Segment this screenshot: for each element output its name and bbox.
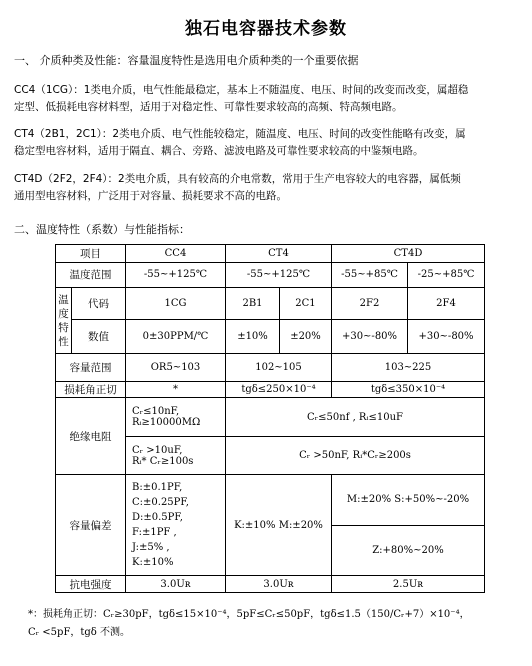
paragraph-cc4 [14, 82, 520, 116]
table-header-row [56, 245, 485, 263]
temp-range-2f4: -25~+85℃ [408, 262, 485, 287]
value-2c1: ±20% [280, 319, 332, 354]
paragraph-ct4-line2: 稳定型电容材料，适用于隔直、耦合、旁路、滤波电路及可靠性要求较高的中鉴频电路。 [14, 145, 424, 157]
header-cc4: CC4 [126, 245, 226, 263]
loss-cc4: * [126, 381, 226, 398]
code-2f4: 2F4 [408, 288, 485, 320]
temp-range-ct4: -55~+125℃ [226, 262, 332, 287]
table-row [56, 262, 485, 287]
paragraph-cc4-line2: 定型、低损耗电容材料型，适用于对稳定性、可靠性要求较高的高频、特高频电路。 [14, 101, 403, 113]
paragraph-ct4d [14, 171, 520, 205]
strength-ct4d: 2.5Uʀ [332, 576, 485, 593]
insulation-cc4-2: Cᵣ >10uF, Rᵢ* Cᵣ≥100s [126, 437, 226, 475]
table-row [56, 576, 485, 593]
insulation-cc4-1: Cᵣ≤10nF, Rᵢ≥10000MΩ [126, 398, 226, 437]
paragraph-ct4-line1: CT4（2B1，2C1）：2类电介质、电气性能较稳定，随温度、电压、时间的改变性能略有改变，属 [14, 128, 466, 140]
code-label: 代码 [72, 288, 126, 320]
cap-range-ct4: 102~105 [226, 354, 332, 381]
value-label: 数值 [72, 319, 126, 354]
insulation-other-1: Cᵣ≤50nf , Rᵢ≤10uF [226, 398, 485, 437]
tolerance-cc4: B:±0.1PF, C:±0.25PF, D:±0.5PF, F:±1PF , J:±5% , K:±10% [126, 475, 226, 576]
tolerance-label: 容量偏差 [56, 475, 126, 576]
cap-range-label: 容量范围 [56, 354, 126, 381]
loss-label: 损耗角正切 [56, 381, 126, 398]
spec-table [55, 244, 485, 593]
code-cc4: 1CG [126, 288, 226, 320]
header-item: 项目 [56, 245, 126, 263]
value-2f2: +30~-80% [332, 319, 408, 354]
paragraph-ct4d-line2: 通用型电容材料，广泛用于对容量、损耗要求不高的电路。 [14, 190, 287, 202]
header-ct4d: CT4D [332, 245, 485, 263]
footnote-line1: *：损耗角正切：Cᵣ≥30pF，tgδ≤15×10⁻⁴，5pF≤Cᵣ≤50pF，tgδ≤1.5（150/Cᵣ+7）×10⁻⁴， [28, 609, 470, 620]
tolerance-ct4d-b: Z:+80%~20% [332, 525, 485, 575]
value-2f4: +30~-80% [408, 319, 485, 354]
table-row [56, 398, 485, 437]
value-2b1: ±10% [226, 319, 280, 354]
footnote [28, 606, 524, 642]
temp-range-label: 温度范围 [56, 262, 126, 287]
loss-ct4: tgδ≤250×10⁻⁴ [226, 381, 332, 398]
footnote-line2: Cᵣ <5pF，tgδ 不测。 [28, 627, 131, 638]
section-1-heading: 一、 介质种类及性能：容量温度特性是选用电介质种类的一个重要依据 [14, 54, 359, 67]
loss-ct4d: tgδ≤350×10⁻⁴ [332, 381, 485, 398]
code-2f2: 2F2 [332, 288, 408, 320]
strength-ct4: 3.0Uʀ [226, 576, 332, 593]
table-row [56, 381, 485, 398]
paragraph-ct4d-line1: CT4D（2F2，2F4）：2类电介质，具有较高的介电常数，常用于生产电容较大的电容器，属低频 [14, 173, 461, 185]
tolerance-ct4: K:±10% M:±20% [226, 475, 332, 576]
table-row [56, 319, 485, 354]
paragraph-cc4-line1: CC4（1CG）：1类电介质，电气性能最稳定，基本上不随温度、电压、时间的改变而改变，属超稳 [14, 84, 469, 96]
cap-range-ct4d: 103~225 [332, 354, 485, 381]
header-ct4: CT4 [226, 245, 332, 263]
page-title: 独石电容器技术参数 [185, 19, 347, 39]
insulation-other-2: Cᵣ >50nF, Rᵢ*Cᵣ≥200s [226, 437, 485, 475]
temp-range-cc4: -55~+125℃ [126, 262, 226, 287]
table-row [56, 288, 485, 320]
paragraph-ct4 [14, 126, 520, 160]
strength-label: 抗电强度 [56, 576, 126, 593]
insulation-label: 绝缘电阻 [56, 398, 126, 475]
code-2b1: 2B1 [226, 288, 280, 320]
section-2-heading: 二、温度特性（系数）与性能指标： [14, 223, 190, 236]
value-cc4: 0±30PPM/℃ [126, 319, 226, 354]
temp-range-2f2: -55~+85℃ [332, 262, 408, 287]
cap-range-cc4: OR5~103 [126, 354, 226, 381]
table-row [56, 475, 485, 525]
tolerance-ct4d-a: M:±20% S:+50%~-20% [332, 475, 485, 525]
strength-cc4: 3.0Uʀ [126, 576, 226, 593]
code-2c1: 2C1 [280, 288, 332, 320]
temp-char-label: 温 度 特 性 [56, 288, 72, 354]
table-row [56, 354, 485, 381]
